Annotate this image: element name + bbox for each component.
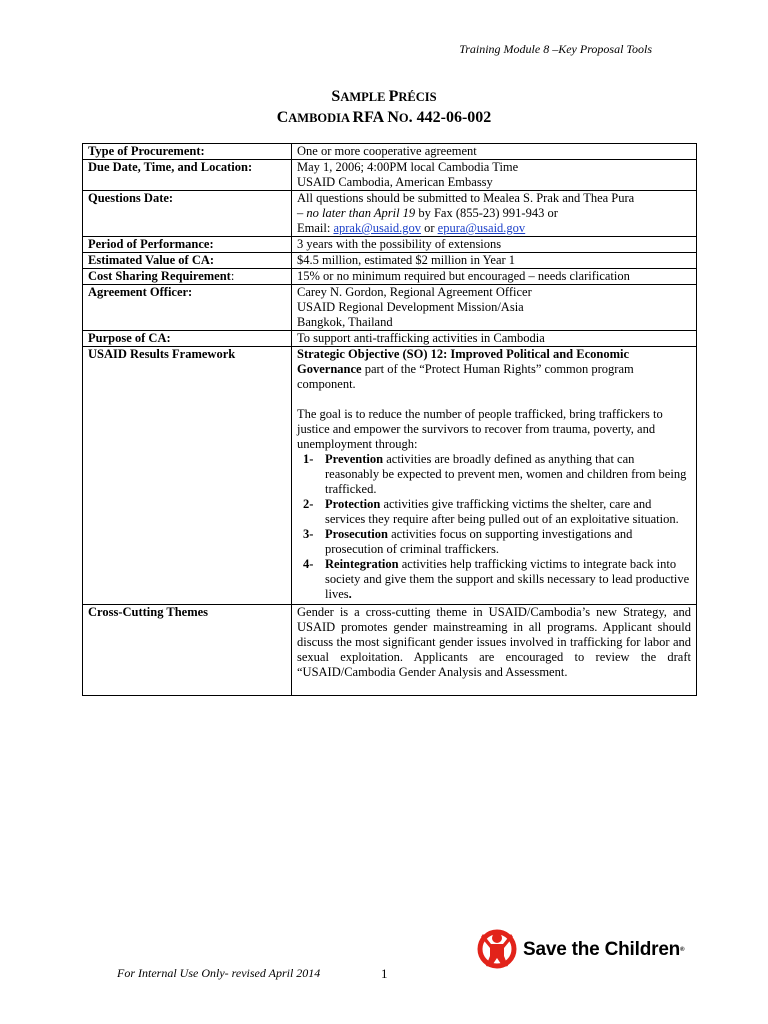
list-item: 4- Reintegration activities help trafficking victims to integrate back into society and give them the support and skills necessary to lead productive lives.	[303, 557, 690, 601]
table-row	[83, 253, 697, 269]
row-label: Questions Date:	[83, 191, 292, 237]
table-row	[83, 347, 697, 605]
footer-note: For Internal Use Only- revised April 2014	[117, 966, 321, 980]
row-label: Cross-Cutting Themes	[83, 605, 292, 696]
list-item: 3- Prosecution activities focus on supporting investigations and prosecution of criminal traffickers.	[303, 527, 633, 556]
precis-table	[82, 143, 697, 696]
row-value: To support anti-trafficking activities in Cambodia	[292, 331, 697, 347]
row-value: Gender is a cross-cutting theme in USAID/Cambodia’s new Strategy, and USAID promotes gender mainstreaming in all programs. Applicant should discuss the most significant gender issues involved in trafficking for labor and sexual exploitation. Applicants are encouraged to review the draft “USAID/Cambodia Gender Analysis and Assessment.	[292, 605, 697, 696]
goal-list	[297, 452, 691, 604]
row-value: All questions should be submitted to Mealea S. Prak and Thea Pura – no later than April 19 by Fax (855-23) 991-943 or Email: aprak@usaid.gov or epura@usaid.gov	[292, 191, 697, 237]
email-link-epura[interactable]: epura@usaid.gov	[437, 221, 526, 235]
table-row	[83, 191, 697, 237]
row-label: Period of Performance:	[83, 237, 292, 253]
table-row	[83, 269, 697, 285]
row-value: One or more cooperative agreement	[292, 144, 697, 160]
row-label: Purpose of CA:	[83, 331, 292, 347]
list-item: 1- Prevention activities are broadly defined as anything that can reasonably be expected to prevent men, women and children from being trafficked.	[303, 452, 687, 496]
row-label: Due Date, Time, and Location:	[83, 160, 292, 191]
row-label: Cost Sharing Requirement:	[83, 269, 292, 285]
row-value: May 1, 2006; 4:00PM local Cambodia Time USAID Cambodia, American Embassy	[292, 160, 697, 191]
table-row	[83, 160, 697, 191]
table-row	[83, 331, 697, 347]
row-label: Type of Procurement:	[83, 144, 292, 160]
document-title: SAMPLE PRÉCIS	[331, 88, 437, 105]
row-value: 3 years with the possibility of extensions	[292, 237, 697, 253]
email-link-aprak[interactable]: aprak@usaid.gov	[333, 221, 421, 235]
save-the-children-logo	[477, 927, 685, 973]
table-row	[83, 144, 697, 160]
page-number: 1	[381, 966, 388, 981]
row-value: Carey N. Gordon, Regional Agreement Officer USAID Regional Development Mission/Asia Bangkok, Thailand	[292, 285, 697, 331]
row-value: Strategic Objective (SO) 12: Improved Political and Economic Governance part of the “Protect Human Rights” common program component. The goal is to reduce the number of people trafficked, bring traffickers to justice and empower the survivors to recover from trauma, poverty, and unemployment through: 1- Prevention activities are broadly defined as anything that can reasonably be expected to prevent men, women and children from being trafficked. 2- Protection activities give trafficking victims the shelter, care and services they require after being pulled out of an exploitative situation. 3- Prosecution activities focus on supporting investigations and prosecution of criminal traffickers. 4- Reintegration activities help trafficking victims to integrate back into society and give them the support and skills necessary to lead productive lives.	[292, 347, 697, 605]
logo-text: Save the Children	[523, 939, 681, 960]
row-value: 15% or no minimum required but encouraged – needs clarification	[292, 269, 697, 285]
table-row	[83, 605, 697, 696]
child-figure-icon	[477, 926, 517, 975]
row-label: USAID Results Framework	[83, 347, 292, 605]
row-label: Agreement Officer:	[83, 285, 292, 331]
row-value: $4.5 million, estimated $2 million in Year 1	[292, 253, 697, 269]
document-subtitle: CAMBODIA RFA NO. 442-06-002	[276, 109, 492, 126]
logo-registered-mark: ®	[680, 947, 685, 953]
row-label: Estimated Value of CA:	[83, 253, 292, 269]
table-row	[83, 237, 697, 253]
header-note: Training Module 8 –Key Proposal Tools	[459, 42, 652, 56]
table-row	[83, 285, 697, 331]
list-item: 2- Protection activities give trafficking victims the shelter, care and services they require after being pulled out of an exploitative situation.	[303, 497, 679, 526]
